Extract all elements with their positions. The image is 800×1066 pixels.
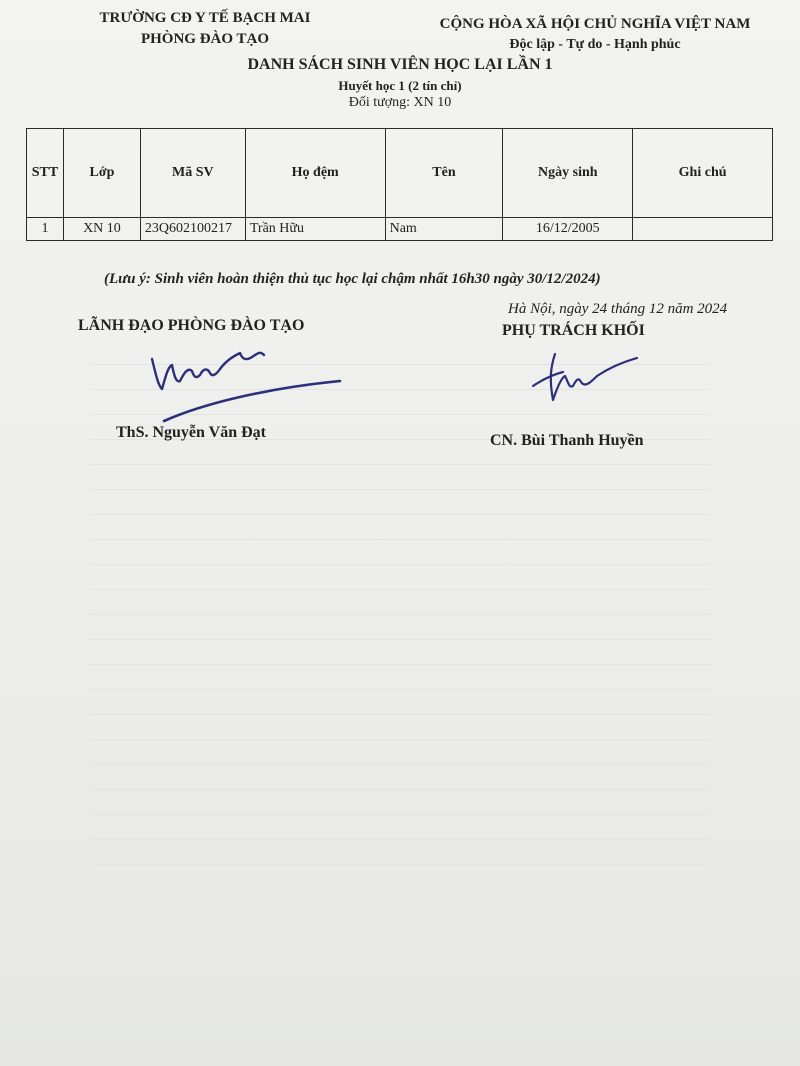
school-name: TRƯỜNG CĐ Y TẾ BẠCH MAI [99,10,311,26]
national-motto: Độc lập - Tự do - Hạnh phúc [509,37,681,52]
cell-stt: 1 [27,218,64,241]
deadline-note: (Lưu ý: Sinh viên hoàn thiện thủ tục học lại chậm nhất 16h30 ngày 30/12/2024) [104,271,601,287]
document-title: DANH SÁCH SINH VIÊN HỌC LẠI LẦN 1 [247,56,553,73]
cell-birth-date: 16/12/2005 [503,218,633,241]
right-signer-title: PHỤ TRÁCH KHỐI [502,322,645,339]
cell-middle-name: Trần Hữu [245,218,385,241]
column-header-student-id: Mã SV [140,129,245,218]
right-signature-icon [525,348,645,408]
column-header-class: Lớp [63,129,140,218]
subject-line: Huyết học 1 (2 tín chỉ) [338,78,462,93]
table-header-row [27,129,773,218]
place-date: Hà Nội, ngày 24 tháng 12 năm 2024 [508,301,728,317]
target-line: Đối tượng: XN 10 [348,95,452,110]
left-signature-icon [140,345,350,430]
column-header-first-name: Tên [385,129,503,218]
column-header-note: Ghi chú [633,129,773,218]
department-name: PHÒNG ĐÀO TẠO [140,31,270,47]
student-table [26,128,773,241]
cell-student-id: 23Q602100217 [140,218,245,241]
cell-first-name: Nam [385,218,503,241]
column-header-birth-date: Ngày sinh [503,129,633,218]
column-header-middle-name: Họ đệm [245,129,385,218]
left-signer-name: ThS. Nguyễn Văn Đạt [116,424,266,441]
left-signer-title: LÃNH ĐẠO PHÒNG ĐÀO TẠO [78,317,305,334]
table-row [27,218,773,241]
column-header-stt: STT [27,129,64,218]
cell-class: XN 10 [63,218,140,241]
cell-note [633,218,773,241]
right-signer-name: CN. Bùi Thanh Huyền [490,432,644,449]
republic-name: CỘNG HÒA XÃ HỘI CHỦ NGHĨA VIỆT NAM [439,16,751,32]
